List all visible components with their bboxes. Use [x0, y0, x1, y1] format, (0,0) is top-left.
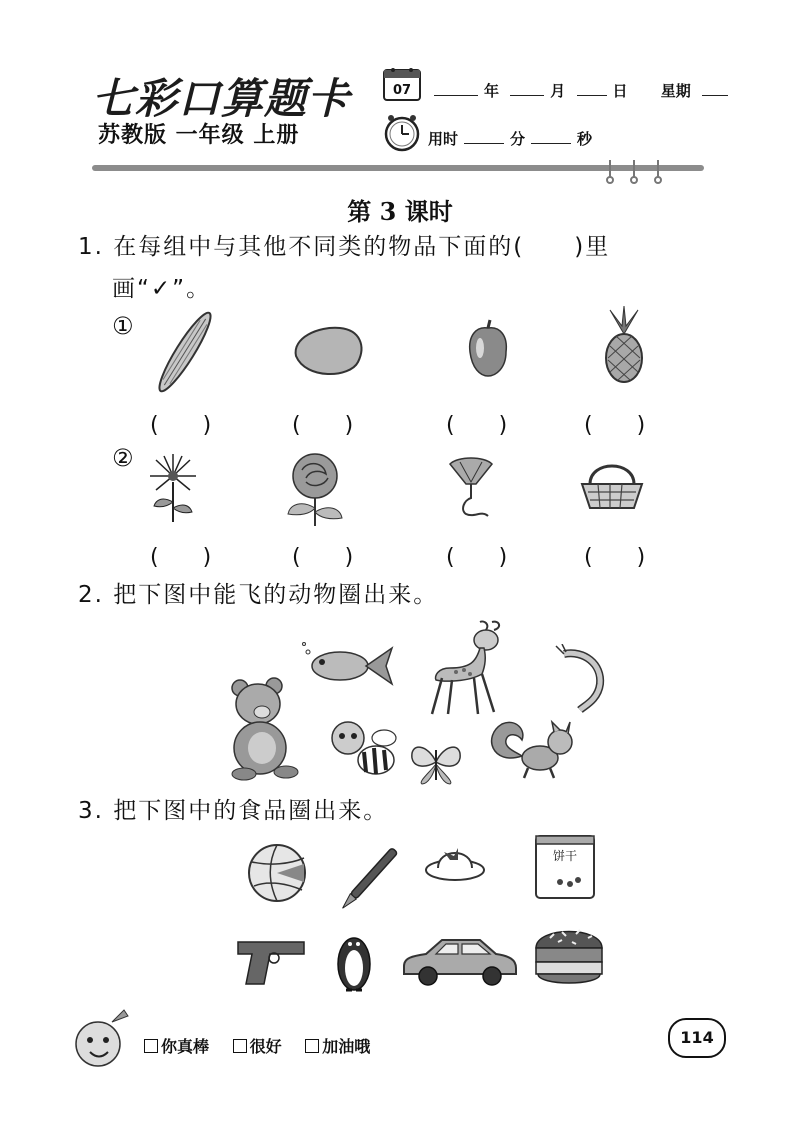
pistol-icon: [234, 936, 306, 988]
answer-paren-1-1[interactable]: ( ): [150, 413, 212, 438]
checkbox-icon: [305, 1039, 319, 1053]
bear-icon: [224, 674, 306, 784]
butterfly-icon: [408, 740, 464, 786]
seconds-blank[interactable]: [531, 129, 571, 144]
answer-paren-2-2[interactable]: ( ): [292, 545, 354, 570]
answer-paren-1-2[interactable]: ( ): [292, 413, 354, 438]
month-blank[interactable]: [510, 81, 544, 96]
calendar-icon: [382, 66, 422, 102]
group-2-marker: ②: [112, 444, 134, 472]
car-icon: [398, 934, 520, 988]
brand-text: 七彩口算题卡: [92, 74, 351, 123]
volleyball-icon: [246, 842, 308, 904]
brand-title: [92, 66, 350, 126]
minutes-blank[interactable]: [464, 129, 504, 144]
answer-paren-2-4[interactable]: ( ): [584, 545, 646, 570]
cake-icon: [532, 916, 606, 990]
calendar-day: 07: [392, 83, 412, 98]
option-keep-going[interactable]: 加油哦: [305, 1037, 370, 1056]
day-blank[interactable]: [577, 81, 607, 96]
cucumber-icon: [140, 306, 230, 398]
answer-paren-1-3[interactable]: ( ): [446, 413, 508, 438]
weekday-blank[interactable]: [702, 81, 728, 96]
option-good[interactable]: 很好: [233, 1037, 282, 1056]
edition-label: 苏教版 一年级 上册: [98, 122, 300, 148]
lesson-title: 第 3 课时: [347, 197, 453, 226]
chrysanthemum-icon: [146, 452, 200, 524]
date-line: 年 月 日 星期: [428, 80, 734, 101]
evaluation-options: [144, 1034, 388, 1057]
year-blank[interactable]: [434, 81, 478, 96]
potato-icon: [288, 322, 368, 382]
biscuit-can-icon: [530, 830, 600, 902]
hat-icon: [424, 842, 486, 882]
option-great[interactable]: 你真棒: [144, 1037, 209, 1056]
penguin-icon: [334, 928, 374, 994]
question-3: 3. 把下图中的食品圈出来。: [78, 798, 389, 824]
question-2: 2. 把下图中能飞的动物圈出来。: [78, 582, 439, 608]
answer-paren-1-4[interactable]: ( ): [584, 413, 646, 438]
time-line: 用时 分 秒: [428, 130, 593, 148]
morning-glory-icon: [444, 454, 498, 520]
group-1-marker: ①: [112, 312, 134, 340]
rule-rings-decoration: [596, 158, 676, 186]
bell-pepper-icon: [460, 318, 516, 380]
bee-icon: [326, 712, 402, 782]
deer-icon: [420, 618, 516, 718]
clock-icon: [382, 112, 422, 152]
pineapple-icon: [596, 306, 652, 386]
question-1: 1. 在每组中与其他不同类的物品下面的( )里 画“✓”。: [78, 234, 611, 302]
shrimp-icon: [554, 644, 612, 714]
squirrel-icon: [482, 716, 578, 780]
biscuit-can-label: 饼干: [552, 849, 578, 863]
fish-icon: [302, 640, 396, 690]
pen-icon: [336, 842, 400, 918]
answer-paren-2-3[interactable]: ( ): [446, 545, 508, 570]
page-number: 114: [668, 1018, 726, 1058]
checkbox-icon: [233, 1039, 247, 1053]
checkbox-icon: [144, 1039, 158, 1053]
basket-icon: [578, 456, 646, 512]
rose-icon: [282, 448, 348, 528]
mascot-icon: [66, 1004, 134, 1072]
answer-paren-2-1[interactable]: ( ): [150, 545, 212, 570]
